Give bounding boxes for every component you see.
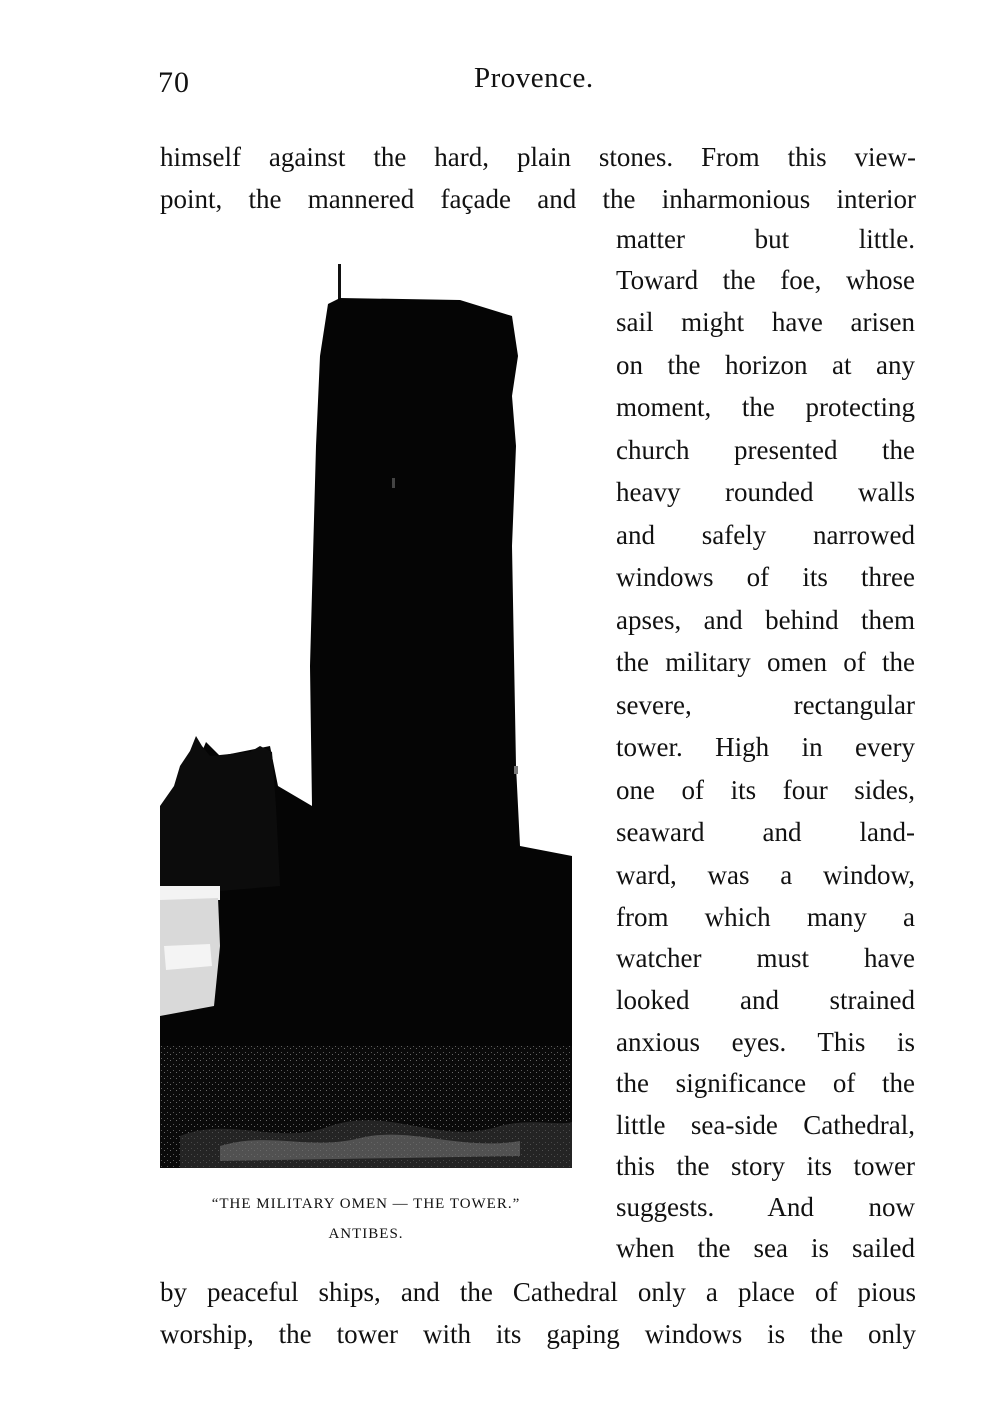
- text-line: sail might have arisen: [616, 307, 915, 337]
- text-line: when the sea is sailed: [616, 1233, 915, 1263]
- text-line: suggests. And now: [616, 1192, 915, 1222]
- text-line: little sea-side Cathedral,: [616, 1110, 915, 1140]
- figure-caption: “THE MILITARY OMEN — THE TOWER.”: [211, 1196, 521, 1212]
- text-line: point, the mannered façade and the inharmonious interior: [160, 184, 916, 214]
- running-title: Provence.: [474, 62, 594, 94]
- text-line: ward, was a window,: [616, 860, 915, 890]
- page-number: 70: [158, 66, 190, 99]
- text-line: one of its four sides,: [616, 775, 915, 805]
- text-line: church presented the: [616, 435, 915, 465]
- figure-caption-location: ANTIBES.: [328, 1226, 404, 1242]
- text-line: on the horizon at any: [616, 350, 915, 380]
- text-line: Toward the foe, whose: [616, 265, 915, 295]
- text-line: windows of its three: [616, 562, 915, 592]
- text-line: and safely narrowed: [616, 520, 915, 550]
- text-line: this the story its tower: [616, 1151, 915, 1181]
- text-line: anxious eyes. This is: [616, 1027, 915, 1057]
- tower-photograph: [160, 246, 572, 1168]
- text-line: matter but little.: [616, 224, 915, 254]
- text-line: the significance of the: [616, 1068, 915, 1098]
- text-line: by peaceful ships, and the Cathedral only a place of pious: [160, 1277, 916, 1307]
- text-line: himself against the hard, plain stones. From this view-: [160, 142, 916, 172]
- text-line: seaward and land-: [616, 817, 915, 847]
- text-line: severe, rectangular: [616, 690, 915, 720]
- text-line: worship, the tower with its gaping windows is the only: [160, 1319, 916, 1349]
- text-line: moment, the protecting: [616, 392, 915, 422]
- text-line: heavy rounded walls: [616, 477, 915, 507]
- text-line: apses, and behind them: [616, 605, 915, 635]
- text-line: the military omen of the: [616, 647, 915, 677]
- text-line: from which many a: [616, 902, 915, 932]
- text-line: tower. High in every: [616, 732, 915, 762]
- text-line: looked and strained: [616, 985, 915, 1015]
- text-line: watcher must have: [616, 943, 915, 973]
